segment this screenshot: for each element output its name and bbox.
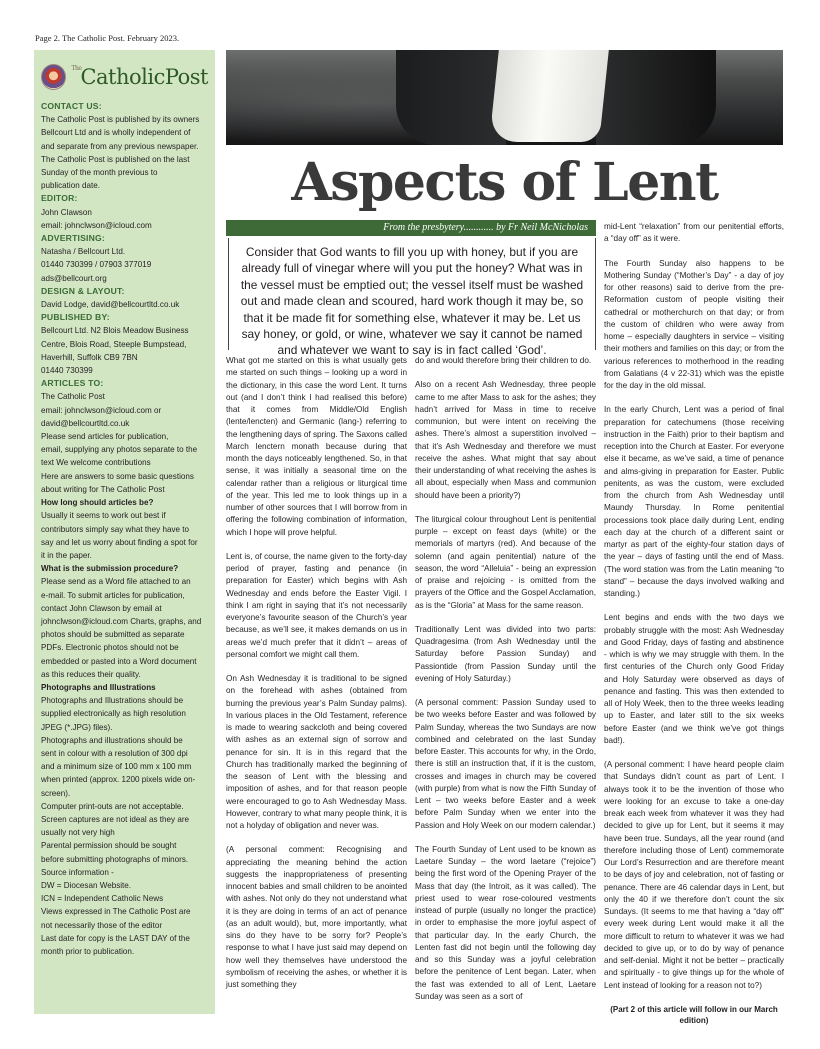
parish-crest-icon bbox=[41, 64, 66, 90]
page-header: Page 2. The Catholic Post. February 2023. bbox=[35, 33, 180, 43]
article-paragraph: do and would therefore bring their children to do. bbox=[415, 356, 592, 365]
article-paragraph: Lent begins and ends with the two days we probably struggle with the most: Ash Wednesday and Good Friday, days of fasting and abstinence - which is why we may struggle with them. In the first centuries of the Church only Good Friday and Holy Saturday were observed as days of penance and fasting. This was then extended to all of Holy Week, then to the three weeks leading up to Easter, and later still to the six weeks before Easter (and we think we’ve got things bad!). bbox=[604, 613, 784, 745]
article-title: Aspects of Lent bbox=[291, 152, 718, 213]
article-paragraph: What got me started on this is what usually gets me started on such things – looking up a word in the dictionary, in this case the word Lent. It turns out (and I don’t think I had realised this before) that it comes from Middle/Old English (lente/lencten) and Germanic (lang-) referring to the lengthening days of spring. The Saxons called March lenctern monath because during that month the days noticeably lengthened. So, in that sense, it was initially a seasonal time on the calendar rather than a religious or liturgical time of the year. This led me to look things up in a number of other sources that I will borrow from in offering the following combination of information, which I hope will prove helpful. bbox=[226, 356, 408, 537]
sidebar-heading: ADVERTISING: bbox=[41, 233, 105, 244]
sidebar-heading: DESIGN & LAYOUT: bbox=[41, 285, 125, 296]
article-paragraph: In the early Church, Lent was a period of final preparation for catechumens (those receiving instruction in the Faith) prior to their baptism and reception into the Church at Easter. For everyone else it became, as we’ve said, a time of penance and alms-giving in preparation for Easter. Public penitents, as was the custom, were excluded from the church from Ash Wednesday until Maundy Thursday. In Rome penitential processions took place daily during Lent, ending each day at the church of a different saint or martyr as part of the eighty-four station days of the year – days of fasting until the end of Mass. (The word station was from the Latin meaning “to stand” – because the days involved walking and standing.) bbox=[604, 405, 784, 598]
sidebar-heading: ARTICLES TO: bbox=[41, 378, 104, 389]
sidebar-line: text We welcome contributions bbox=[41, 458, 151, 468]
sidebar-line: Photographs and Illustrations should be bbox=[41, 696, 184, 706]
sidebar-line: JPEG (*.JPG) files). bbox=[41, 722, 113, 732]
sidebar-line: when printed (approx. 1200 pixels wide on- bbox=[41, 775, 196, 785]
sidebar-line: it in the paper. bbox=[41, 550, 92, 560]
article-paragraph: (A personal comment: Passion Sunday used to be two weeks before Easter and was followed by Palm Sunday, whereas the two Sundays are now combined and celebrated on the last Sunday before Easter. This accounts for why, in the Ordo, there is still an instruction that, if it is the custom, crosses and images in church may be covered (with purple) from what is now the Fifth Sunday of Lent – two weeks before Easter and a week before Palm Sunday when we enter into the Passion and Holy Week on our modern calendar.) bbox=[415, 698, 596, 830]
sidebar-line: Screen captures are not ideal as they are bbox=[41, 814, 190, 824]
article-column-1 bbox=[226, 355, 407, 1003]
sidebar-line: e-mail. To submit articles for publication, bbox=[41, 590, 185, 600]
sidebar-line: Haverhill, Suffolk CB9 7BN bbox=[41, 352, 138, 362]
sidebar-line: The Catholic Post is published by its owners bbox=[41, 115, 200, 125]
sidebar-line: PDFs. Electronic photos should not be bbox=[41, 643, 179, 653]
sidebar-line: and separate from any previous newspaper. bbox=[41, 141, 199, 151]
sidebar-line: Sunday of the month previous to bbox=[41, 168, 158, 178]
sidebar-line: Natasha / Bellcourt Ltd. bbox=[41, 247, 126, 257]
sidebar-line: ads@bellcourt.org bbox=[41, 273, 107, 283]
sidebar-line: contributors simply say what they have to bbox=[41, 524, 190, 534]
sidebar-line: Bellcourt Ltd. N2 Blois Meadow Business bbox=[41, 326, 189, 336]
article-paragraph: (A personal comment: Recognising and appreciating the meaning behind the action suggests the inappropriateness of presenting innocent babies and small children to be anointed with ashes. Not only do they not understand what it is they are doing in terms of an act of penance (as an adult would), but, more importantly, what sins do they have to be sorry for? People’s response to what I have just said may depend on how well they themselves have understood the symbolism of receiving the ashes, or whether it is just something they bbox=[226, 845, 407, 989]
sidebar-line: as this reduces their quality. bbox=[41, 669, 141, 679]
article-paragraph: mid-Lent “relaxation” from our penitential efforts, a “day off” as it were. bbox=[604, 222, 784, 244]
clerical-collar bbox=[489, 50, 609, 142]
sidebar-line: not necessarily those of the editor bbox=[41, 920, 163, 930]
continuation-note: (Part 2 of this article will follow in our March edition) bbox=[610, 1004, 778, 1025]
sidebar-line: usually not very high bbox=[41, 828, 115, 838]
article-paragraph: (A personal comment: I have heard people claim that Sundays didn’t count as part of Lent. I always took it to be the invention of those who were looking for an excuse to take a one-day break each week from whatever it was they had decided to give up for Lent, but it seems it may have been true. Sundays, all the year round (and therefore including those of Lent) commemorate Our Lord’s Resurrection and are therefore meant to be days of joy and celebration, not of fasting or penance. There are 46 calendar days in Lent, but only the 40 if we therefore don’t count the six Sundays. (It seems to me that having a “day off” every week during Lent would make it all the more difficult to return to whatever it was we had decided to give up, or to do by way of penance and self-denial. Might it not be better – practically and spiritually - to give things up for the whole of Lent instead of looking for a reason not to?) bbox=[604, 760, 784, 990]
sidebar-line: sent in colour with a resolution of 300 dpi bbox=[41, 748, 188, 758]
masthead-prefix: The bbox=[71, 65, 82, 72]
sidebar-heading: EDITOR: bbox=[41, 193, 78, 204]
sidebar-line: 01440 730399 / 07903 377019 bbox=[41, 260, 152, 270]
masthead-name: CatholicPost bbox=[80, 65, 208, 89]
sidebar-line: The Catholic Post is published on the last bbox=[41, 154, 190, 164]
sidebar-line: ICN = Independent Catholic News bbox=[41, 894, 164, 904]
sidebar-line: Usually it seems to work out best if bbox=[41, 511, 166, 521]
article-paragraph: Traditionally Lent was divided into two parts: Quadragesima (from Ash Wednesday until the Saturday before Passion Sunday) and Passiontide (from Passion Sunday until the evening of Holy Saturday.) bbox=[415, 624, 596, 683]
sidebar-heading: PUBLISHED BY: bbox=[41, 312, 110, 323]
sidebar-line: Source information - bbox=[41, 867, 114, 877]
sidebar-line: Centre, Blois Road, Steeple Bumpstead, bbox=[41, 339, 187, 349]
sidebar-line: Computer print-outs are not acceptable. bbox=[41, 801, 184, 811]
sidebar-info-panel bbox=[34, 50, 215, 1014]
sidebar-line: photos should be submitted as separate bbox=[41, 630, 185, 640]
article-paragraph: The Fourth Sunday also happens to be Mothering Sunday (“Mother’s Day” - a day of joy for other reasons) said to derive from the pre-Reformation custom of people visiting their cathedral or motherchurch on that day; or from the custom of children who were away from home – especially daughters in service – visiting their mothers and families on this day; or from the various references to motherhood in the reading from Galatians (4 v 22-31) which was the epistle for the day in the old missal. bbox=[604, 258, 784, 390]
sidebar-line: email: johnclwson@icloud.com or bbox=[41, 405, 162, 415]
sidebar-line: embedded or pasted into a Word document bbox=[41, 656, 197, 666]
sidebar-line: david@bellcourtltd.co.uk bbox=[41, 418, 130, 428]
article-byline: From the presbytery............ by Fr Neil McNicholas bbox=[226, 220, 596, 236]
sidebar-line: say and let us worry about finding a spot for bbox=[41, 537, 198, 547]
sidebar-line: Please send articles for publication, bbox=[41, 432, 169, 442]
sidebar-line: about writing for The Catholic Post bbox=[41, 484, 165, 494]
sidebar-line: and a minimum size of 100 mm x 100 mm bbox=[41, 762, 192, 772]
sidebar-line: Last date for copy is the LAST DAY of the bbox=[41, 933, 190, 943]
sidebar-line: email: johnclwson@icloud.com bbox=[41, 220, 152, 230]
sidebar-line: johnclwson@icloud.com Charts, graphs, and bbox=[41, 616, 202, 626]
article-column-2 bbox=[415, 355, 596, 1015]
sidebar-line: 01440 730399 bbox=[41, 366, 93, 376]
sidebar-line: email, supplying any photos separate to the bbox=[41, 445, 198, 455]
sidebar-line: supplied electronically as high resolution bbox=[41, 709, 186, 719]
article-paragraph: On Ash Wednesday it is traditional to be signed on the forehead with ashes (obtained from burning the previous year’s Palm Sunday palms). In various places in the Old Testament, reference is made to wearing sackcloth and being covered with ashes as an external sign of sorrow and penance for sin. It is in this regard that the Church has traditionally marked the beginning of the season of Lent with the blessing and imposition of ashes, and for that reason people were encouraged to go to Ash Wednesday Mass. However, contrary to what many people think, it is not a holyday of obligation and never was. bbox=[226, 674, 407, 830]
sidebar-line: publication date. bbox=[41, 181, 100, 191]
masthead-logo bbox=[72, 65, 208, 89]
article-paragraph: The Fourth Sunday of Lent used to be known as Laetare Sunday – the word laetare (“rejoice”) being the first word of the Opening Prayer of the Mass that day (the Introit, as it was called). The priest used to wear rose-coloured vestments instead of purple (usually no longer the practice) in order to emphasise the more joyful aspect of that particular day. In the early Church, the Lenten fast did not begin until the following day and so this Sunday was a joyful celebration before the penitence of Lent began. Later, when the fast was extended to all of Lent, Laetare Sunday was seen as a sort of bbox=[415, 844, 596, 1001]
sidebar-line: David Lodge, david@bellcourtltd.co.uk bbox=[41, 300, 180, 310]
article-paragraph: The liturgical colour throughout Lent is penitential purple – except on feast days (white) or the memorials of martyrs (red). And because of the solemn (and again penitential) nature of the season, the word “Alleluia” - being an expression of praise and rejoicing - is omitted from the prayers of the Office and the Gospel Acclamation, as is the “Gloria” at Mass for the same reason. bbox=[415, 514, 596, 610]
sidebar-line: Please send as a Word file attached to an bbox=[41, 577, 191, 587]
sidebar-subheading: Photographs and Illustrations bbox=[41, 682, 156, 692]
sidebar-subheading: What is the submission procedure? bbox=[41, 564, 179, 574]
masthead bbox=[41, 58, 208, 96]
article-paragraph: Lent is, of course, the name given to the forty-day period of prayer, fasting and penance (in preparation for Easter) which begins with Ash Wednesday and ends before the Easter Vigil. I think I am right in saying that it’s not necessarily everyone’s favourite season of the Church’s year because, as we’ll see, it makes demands on us in areas we’d much prefer that it didn’t – areas of personal comfort we might call them. bbox=[226, 551, 407, 659]
priest-collar-photo bbox=[226, 50, 783, 145]
sidebar-line: John Clawson bbox=[41, 207, 92, 217]
sidebar-heading: CONTACT US: bbox=[41, 101, 102, 111]
sidebar-line: contact John Clawson by email at bbox=[41, 603, 162, 613]
sidebar-line: Views expressed in The Catholic Post are bbox=[41, 907, 191, 917]
sidebar-text bbox=[41, 100, 208, 958]
sidebar-subheading: How long should articles be? bbox=[41, 498, 154, 508]
article-column-3 bbox=[604, 221, 784, 1026]
sidebar-line: Bellcourt Ltd and is wholly independent of bbox=[41, 128, 191, 138]
article-paragraph: Also on a recent Ash Wednesday, three people came to me after Mass to ask for the ashes; they hadn’t arrived for Mass in time to receive communion, but were intent on receiving the ashes. There’s almost a superstition involved – that it’s Ash Wednesday and therefore we must receive the ashes. What might that say about their understanding of what receiving the ashes is all about, especially when Mass and communion should have been a priority?) bbox=[415, 380, 596, 500]
sidebar-line: Here are answers to some basic questions bbox=[41, 471, 194, 481]
sidebar-line: before submitting photographs of minors. bbox=[41, 854, 189, 864]
sidebar-line: The Catholic Post bbox=[41, 392, 105, 402]
sidebar-line: Photographs and illustrations should be bbox=[41, 735, 183, 745]
pull-quote: Consider that God wants to fill you up with honey, but if you are already full of vinegar where will you put the honey? What was in the vessel must be emptied out; the vessel itself must be washed out and made clean and scoured, hard work though it may be, so that it be made fit for something else, whatever it may be. Let us say honey, or gold, or wine, whatever we say it cannot be named and whatever we want to say is in fact called ‘God’. bbox=[228, 238, 596, 350]
sidebar-line: Parental permission should be sought bbox=[41, 841, 177, 851]
sidebar-line: DW = Diocesan Website. bbox=[41, 880, 132, 890]
sidebar-line: screen). bbox=[41, 788, 71, 798]
sidebar-line: month prior to publication. bbox=[41, 947, 135, 956]
